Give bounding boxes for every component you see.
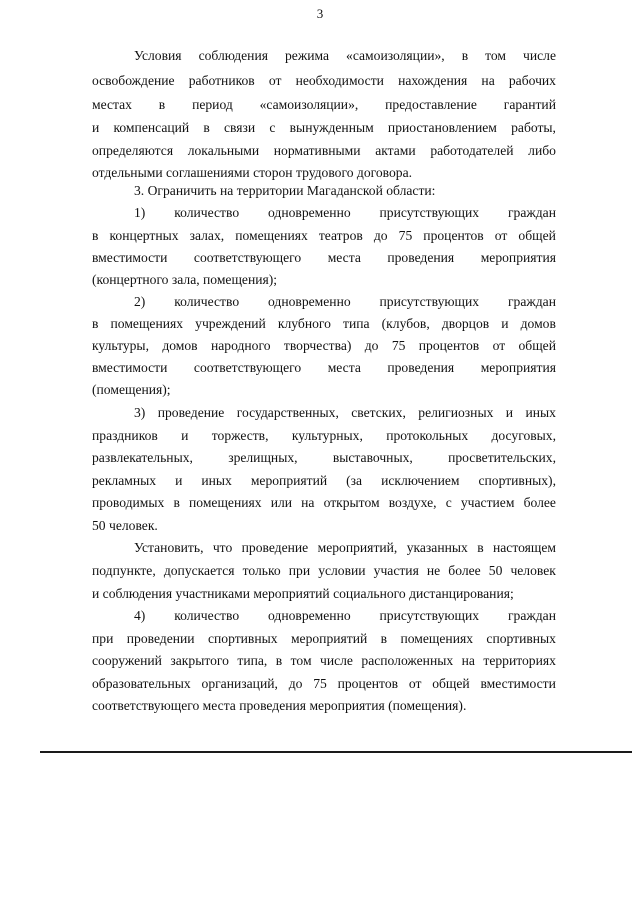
page-number: 3 [316, 6, 324, 21]
word: религиозных [418, 405, 494, 420]
word: не [426, 563, 441, 578]
word: иных [525, 405, 556, 420]
item-1-line-3 [92, 250, 556, 266]
word: в [275, 653, 283, 668]
item-3-line-4 [92, 473, 556, 489]
word: соответствующего [193, 250, 302, 265]
word: процентов [418, 338, 480, 353]
word: от [494, 228, 508, 243]
word: присутствующих [379, 608, 480, 623]
word: сооружений [92, 653, 162, 668]
item-4-line-5: соответствующего места проведения мероприятия (помещения). [92, 698, 467, 713]
word: просветительских, [448, 450, 556, 465]
item-4-line-1 [134, 608, 556, 624]
word: Установить, [134, 540, 204, 555]
word: общей [518, 228, 556, 243]
word: от [268, 73, 282, 88]
word: числе [523, 48, 556, 63]
word: нормативными [273, 143, 361, 158]
paragraph-1-line-5 [92, 143, 556, 159]
word: режима [284, 48, 330, 63]
word: народного [210, 338, 271, 353]
word: связи [224, 120, 256, 135]
word: участия [373, 563, 419, 578]
word: мероприятия [480, 360, 556, 375]
word: клубного [277, 316, 331, 331]
word: соблюдения [198, 48, 268, 63]
word: одновременно [268, 294, 351, 309]
word: в [477, 540, 484, 555]
word: организаций, [201, 676, 278, 691]
word: проведение [157, 405, 225, 420]
word: и [175, 473, 183, 488]
word: более [448, 563, 481, 578]
word: проведения [387, 250, 455, 265]
word: до [373, 228, 388, 243]
word: том [485, 48, 507, 63]
item-3-line-3 [92, 450, 556, 466]
page-divider [40, 751, 632, 753]
word: вместимости [92, 250, 168, 265]
word: места [327, 250, 361, 265]
word: условии [318, 563, 366, 578]
word: торжеств, [211, 428, 269, 443]
word: освобождение [92, 73, 175, 88]
word: в [92, 316, 99, 331]
word: 4) [134, 608, 146, 623]
word: приостановлением [387, 120, 497, 135]
clause-line-3: и соблюдения участниками мероприятий социального дистанцирования; [92, 586, 514, 601]
word: в [203, 120, 210, 135]
paragraph-1-line-6: отдельными соглашениями сторон трудового договора. [92, 165, 412, 180]
item-3-line-6: 50 человек. [92, 518, 158, 533]
word: процентов [337, 676, 399, 691]
word: указанных [406, 540, 468, 555]
word: воздухе, [388, 495, 437, 510]
word: зрелищных, [228, 450, 298, 465]
word: иных [201, 473, 232, 488]
word: выставочных, [332, 450, 413, 465]
clause-line-2 [92, 563, 556, 579]
word: только [242, 563, 281, 578]
word: образовательных [92, 676, 191, 691]
word: или [270, 495, 293, 510]
word: гарантий [503, 97, 556, 112]
word: культуры, [92, 338, 149, 353]
word: мероприятия [480, 250, 556, 265]
word: 75 [313, 676, 327, 691]
word: рекламных [92, 473, 157, 488]
word: при [288, 563, 311, 578]
word: граждан [507, 205, 556, 220]
word: исключением [381, 473, 460, 488]
word: настоящем [493, 540, 556, 555]
word: присутствующих [379, 294, 480, 309]
word: локальными [187, 143, 260, 158]
word: проведении [126, 631, 195, 646]
word: участием [460, 495, 515, 510]
word: территориях [483, 653, 556, 668]
word: на [461, 653, 475, 668]
word: помещениях [400, 631, 474, 646]
word: компенсаций [113, 120, 190, 135]
word: проводимых [92, 495, 165, 510]
word: спортивных), [478, 473, 556, 488]
item-4-line-3 [92, 653, 556, 669]
paragraph-1-line-2 [92, 73, 556, 89]
word: соответствующего [193, 360, 302, 375]
word: проведения [387, 360, 455, 375]
paragraph-1-line-1 [134, 48, 556, 64]
word: либо [528, 143, 556, 158]
item-2-line-2 [92, 316, 556, 332]
word: театров [318, 228, 363, 243]
word: процентов [423, 228, 484, 243]
word: развлекательных, [92, 450, 193, 465]
word: от [408, 676, 422, 691]
word: количество [174, 294, 240, 309]
word: одновременно [268, 608, 351, 623]
word: (за [346, 473, 363, 488]
word: и [181, 428, 189, 443]
word: том [290, 653, 312, 668]
item-1-line-2 [92, 228, 556, 244]
word: общей [518, 338, 556, 353]
word: места [327, 360, 361, 375]
word: количество [174, 205, 240, 220]
word: работников [188, 73, 255, 88]
word: открытом [323, 495, 380, 510]
word: помещениях [235, 228, 308, 243]
word: количество [174, 608, 240, 623]
word: дворцов [441, 316, 490, 331]
word: в [380, 631, 388, 646]
word: и [501, 316, 509, 331]
word: мероприятий [290, 631, 368, 646]
item-4-line-4 [92, 676, 556, 692]
word: в [92, 228, 99, 243]
word: типа, [237, 653, 268, 668]
word: учреждений [195, 316, 266, 331]
word: «самоизоляции», [346, 48, 445, 63]
item-2-line-1 [134, 294, 556, 310]
word: мероприятий, [317, 540, 398, 555]
word: 75 [391, 338, 406, 353]
word: в [461, 48, 469, 63]
word: от [492, 338, 506, 353]
word: одновременно [268, 205, 351, 220]
item-2-line-3 [92, 338, 556, 354]
item-3-line-5 [92, 495, 556, 511]
word: праздников [92, 428, 158, 443]
word: граждан [507, 608, 556, 623]
word: светских, [351, 405, 406, 420]
word: граждан [507, 294, 556, 309]
word: творчества) [283, 338, 352, 353]
word: 2) [134, 294, 146, 309]
word: подпункте, [92, 563, 156, 578]
paragraph-2: 3. Ограничить на территории Магаданской области: [134, 183, 436, 198]
word: до [288, 676, 303, 691]
word: на [481, 73, 495, 88]
word: нахождения [398, 73, 468, 88]
word: типа [343, 316, 370, 331]
word: культурных, [291, 428, 363, 443]
item-1-line-4: (концертного зала, помещения); [92, 272, 278, 287]
word: на [301, 495, 315, 510]
word: работы, [511, 120, 556, 135]
item-2-line-5: (помещения); [92, 382, 171, 397]
word: допускается [163, 563, 235, 578]
word: до [364, 338, 379, 353]
word: вместимости [480, 676, 556, 691]
item-1-line-1 [134, 205, 556, 221]
word: Условия [134, 48, 182, 63]
word: залах, [189, 228, 225, 243]
word: что [212, 540, 233, 555]
word: помещениях [110, 316, 184, 331]
word: предоставление [385, 97, 477, 112]
item-2-line-4 [92, 360, 556, 376]
word: и [92, 120, 100, 135]
word: более [523, 495, 556, 510]
word: расположенных [361, 653, 454, 668]
word: рабочих [508, 73, 556, 88]
word: с [269, 120, 276, 135]
word: вместимости [92, 360, 168, 375]
word: и [505, 405, 514, 420]
word: период [192, 97, 233, 112]
paragraph-1-line-4 [92, 120, 556, 136]
word: работодателей [430, 143, 514, 158]
word: концертных [109, 228, 179, 243]
word: досуговых, [491, 428, 556, 443]
item-3-line-2 [92, 428, 556, 444]
word: 3) [134, 405, 146, 420]
word: домов [520, 316, 556, 331]
word: 1) [134, 205, 146, 220]
word: человек [510, 563, 556, 578]
item-4-line-2 [92, 631, 556, 647]
clause-line-1 [134, 540, 556, 556]
word: актами [375, 143, 416, 158]
paragraph-1-line-3 [92, 97, 556, 113]
word: при [92, 631, 114, 646]
word: 50 [488, 563, 503, 578]
word: спортивных [486, 631, 556, 646]
word: государственных, [236, 405, 339, 420]
word: с [445, 495, 452, 510]
word: домов [162, 338, 198, 353]
word: в [173, 495, 180, 510]
word: «самоизоляции», [259, 97, 359, 112]
word: проведение [241, 540, 309, 555]
word: местах [92, 97, 132, 112]
word: спортивных [207, 631, 278, 646]
word: мероприятий [250, 473, 328, 488]
word: присутствующих [379, 205, 480, 220]
word: закрытого [170, 653, 229, 668]
word: необходимости [295, 73, 384, 88]
word: общей [432, 676, 470, 691]
item-3-line-1 [134, 405, 556, 421]
word: в [158, 97, 166, 112]
word: (клубов, [381, 316, 430, 331]
word: вынужденным [289, 120, 374, 135]
word: помещениях [189, 495, 262, 510]
word: 75 [398, 228, 413, 243]
word: протокольных [386, 428, 469, 443]
word: определяются [92, 143, 174, 158]
word: числе [320, 653, 353, 668]
